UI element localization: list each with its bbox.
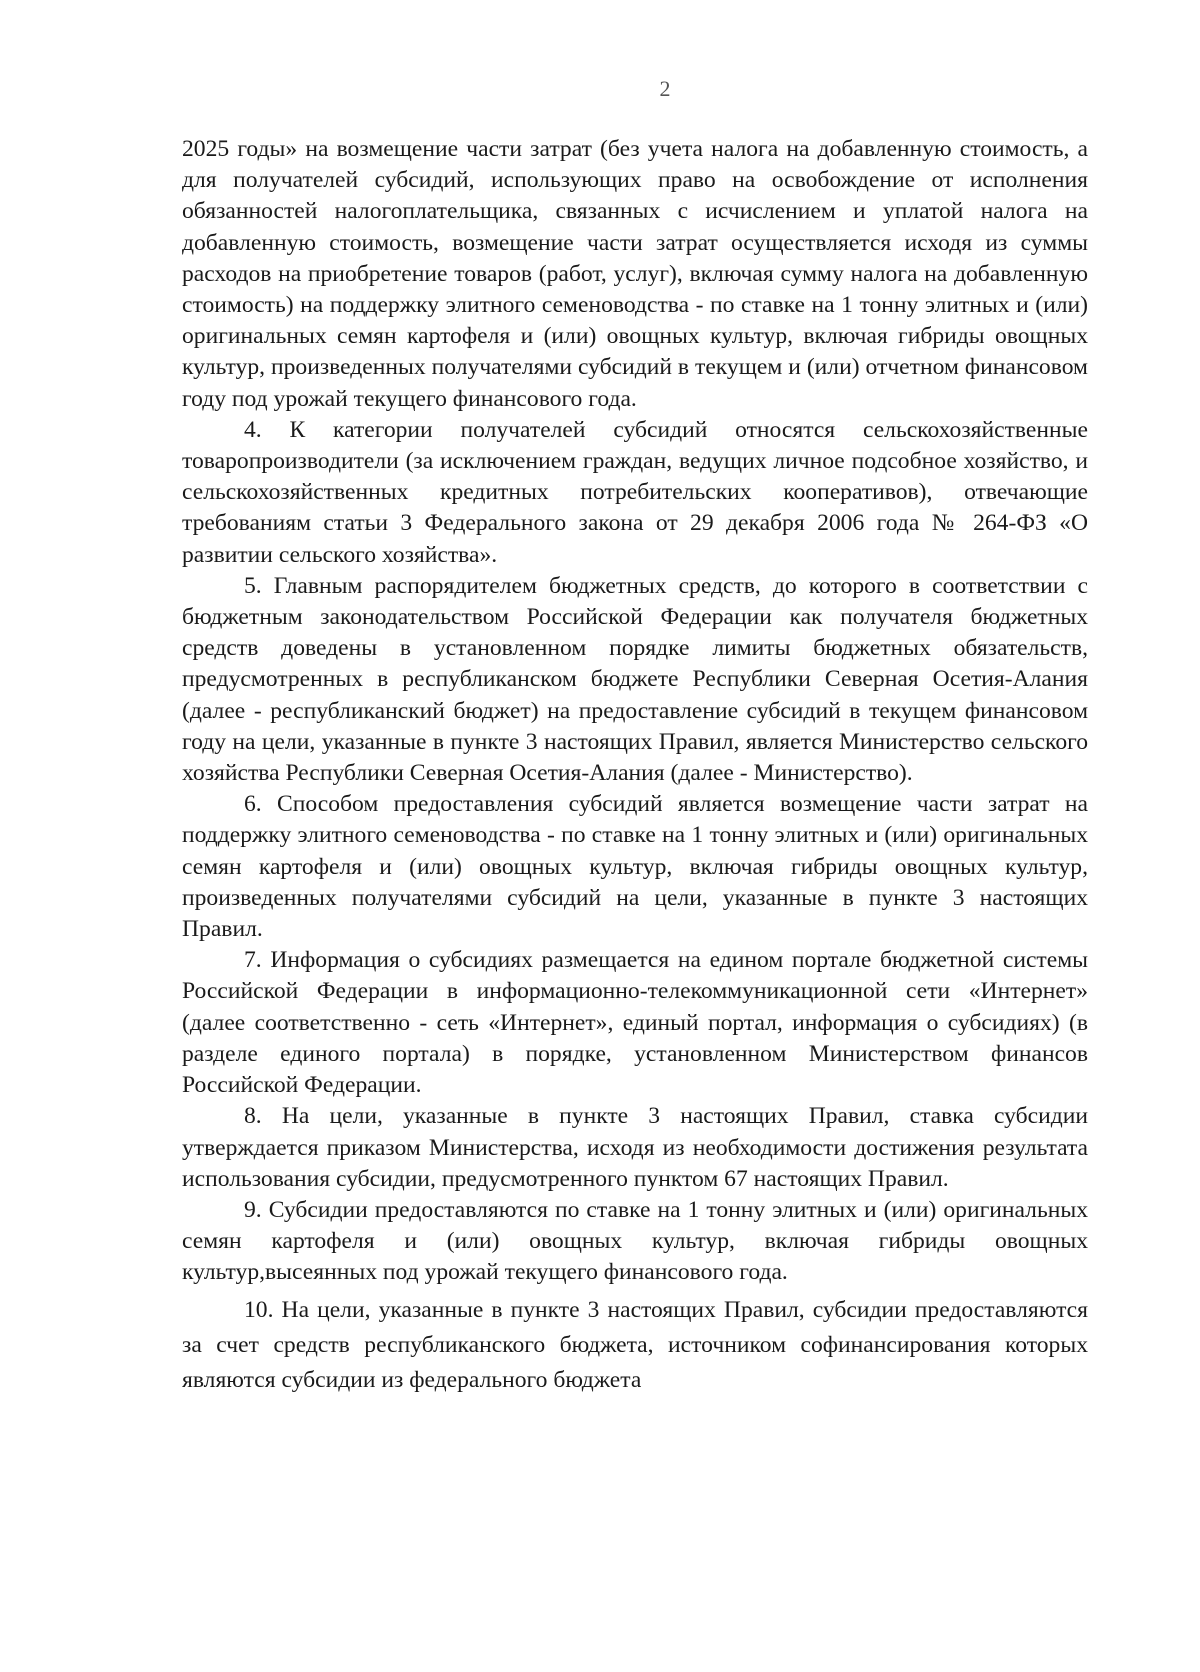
paragraph-4: 4. К категории получателей субсидий относятся сельскохозяйственные товаропроизводители (за исключением граждан, ведущих личное подсобное хозяйство, и сельскохозяйственных кредитных потребительских кооперативов), отвечающие требованиям статьи 3 Федерального закона от 29 декабря 2006 года № 264-ФЗ «О развитии сельского хозяйства». xyxy=(182,416,1088,568)
paragraph-10: 10. На цели, указанные в пункте 3 настоящих Правил, субсидии предоставляются за счет средств республиканского бюджета, источником софинансирования которых являются субсидии из федерального бюджета xyxy=(182,1296,1088,1393)
document-body xyxy=(182,134,1088,1398)
page-number: 2 xyxy=(659,76,671,101)
paragraph-5: 5. Главным распорядителем бюджетных средств, до которого в соответствии с бюджетным законодательством Российской Федерации как получателя бюджетных средств доведены в установленном порядке лимиты бюджетных обязательств, предусмотренных в республиканском бюджете Республики Северная Осетия-Алания (далее - республиканский бюджет) на предоставление субсидий в текущем финансовом году на цели, указанные в пункте 3 настоящих Правил, является Министерство сельского хозяйства Республики Северная Осетия-Алания (далее - Министерство). xyxy=(182,572,1088,787)
paragraph-8: 8. На цели, указанные в пункте 3 настоящих Правил, ставка субсидии утверждается приказом Министерства, исходя из необходимости достижения результата использования субсидии, предусмотренного пунктом 67 настоящих Правил. xyxy=(182,1103,1088,1192)
paragraph-7: 7. Информация о субсидиях размещается на едином портале бюджетной системы Российской Федерации в информационно-телекоммуникационной сети «Интернет» (далее соответственно - сеть «Интернет», единый портал, информация о субсидиях) (в разделе единого портала) в порядке, установленном Министерством финансов Российской Федерации. xyxy=(182,947,1088,1099)
paragraph-9: 9. Субсидии предоставляются по ставке на 1 тонну элитных и (или) оригинальных семян картофеля и (или) овощных культур, включая гибриды овощных культур,высеянных под урожай текущего финансового года. xyxy=(182,1196,1088,1286)
paragraph-6: 6. Способом предоставления субсидий является возмещение части затрат на поддержку элитного семеноводства - по ставке на 1 тонну элитных и (или) оригинальных семян картофеля и (или) овощных культур, включая гибриды овощных культур, произведенных получателями субсидий на цели, указанные в пункте 3 настоящих Правил. xyxy=(182,791,1088,943)
paragraph-continuation: 2025 годы» на возмещение части затрат (без учета налога на добавленную стоимость, а для получателей субсидий, использующих право на освобождение от исполнения обязанностей налогоплательщика, связанных с исчислением и уплатой налога на добавленную стоимость, возмещение части затрат осуществляется исходя из суммы расходов на приобретение товаров (работ, услуг), включая сумму налога на добавленную стоимость) на поддержку элитного семеноводства - по ставке на 1 тонну элитных и (или) оригинальных семян картофеля и (или) овощных культур, включая гибриды овощных культур, произведенных получателями субсидий в текущем и (или) отчетном финансовом году под урожай текущего финансового года. xyxy=(182,136,1088,412)
